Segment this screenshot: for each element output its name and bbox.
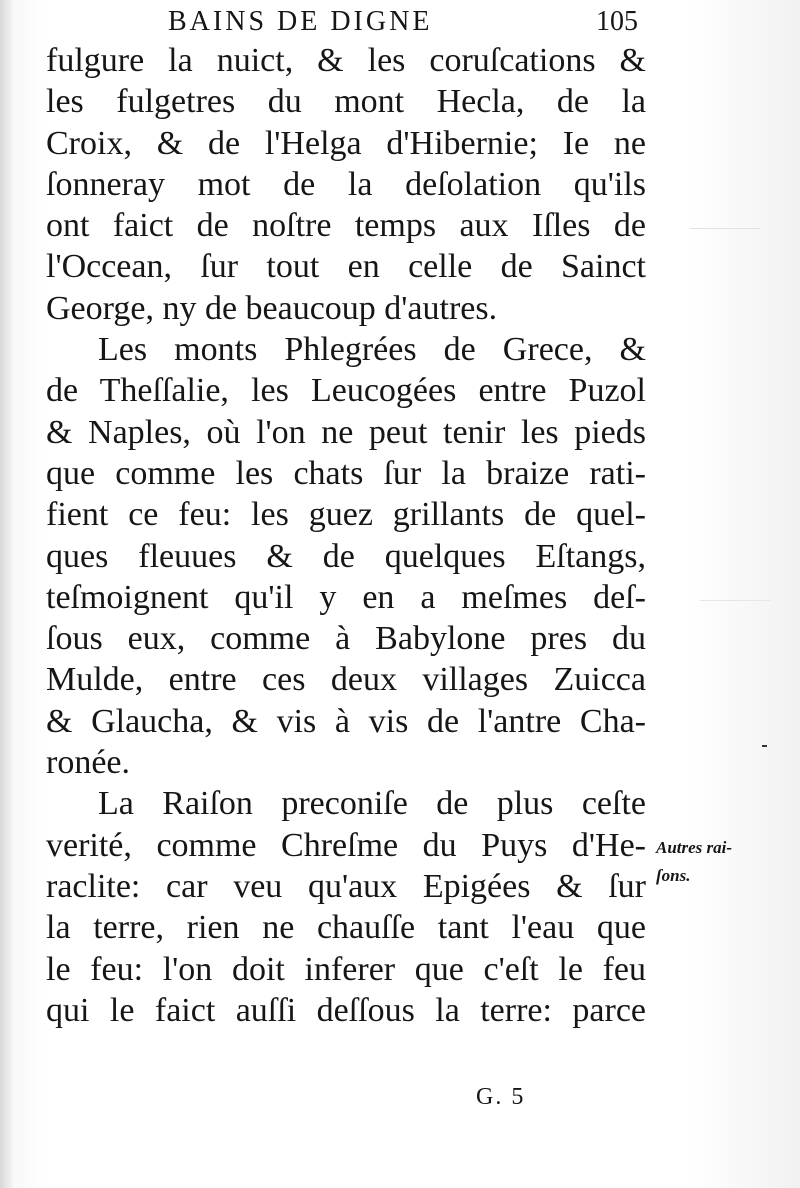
running-title: BAINS DE DIGNE [168, 6, 433, 37]
text-line: verité, comme Chreſme du Puys d'He- [46, 826, 646, 864]
text-line: fulgure la nuict, & les coruſcations & [46, 42, 646, 79]
text-line: George, ny de beaucoup d'autres. [46, 289, 498, 327]
text-line: & Naples, où l'on ne peut tenir les pieds [46, 413, 646, 451]
text-line: ronée. [46, 744, 131, 782]
text-line: les fulgetres du mont Hecla, de la [46, 83, 646, 121]
marginal-note-line: ſons. [656, 866, 691, 885]
text-line: la terre, rien ne chauſſe tant l'eau que [46, 909, 646, 947]
text-line: La Raiſon preconiſe de plus ceſte [98, 785, 646, 823]
marginal-note-line: Autres rai- [656, 838, 733, 857]
text-line: Les monts Phlegrées de Grece, & [98, 331, 646, 369]
marginal-note [656, 834, 732, 890]
bleed-through-mark [700, 600, 770, 651]
body-text [46, 40, 646, 1031]
page-header [168, 4, 638, 40]
margin-mark [762, 745, 767, 747]
text-line: fient ce feu: les guez grillants de quel- [46, 496, 646, 534]
text-line: & Glaucha, & vis à vis de l'antre Cha- [46, 702, 646, 740]
text-line: qui le faict auſſi deſſous la terre: parce [46, 991, 646, 1029]
text-line: ques fleuues & de quelques Eſtangs, [46, 537, 646, 575]
text-line: le feu: l'on doit inferer que c'eſt le feu [46, 950, 646, 988]
text-line: ſonneray mot de la deſolation qu'ils [46, 165, 646, 203]
text-line: l'Occean, ſur tout en celle de Sainct [46, 248, 646, 286]
text-line: Mulde, entre ces deux villages Zuicca [46, 661, 646, 699]
text-line: ont faict de noſtre temps aux Iſles de [46, 207, 646, 245]
bleed-through-mark [690, 228, 760, 269]
page-number: 105 [596, 6, 638, 37]
text-line: teſmoignent qu'il y en a meſmes deſ- [46, 578, 646, 616]
text-line: ſous eux, comme à Babylone pres du [46, 620, 646, 658]
text-line: que comme les chats ſur la braize rati- [46, 454, 646, 492]
text-line: Croix, & de l'Helga d'Hibernie; Ie ne [46, 124, 646, 162]
signature-mark: G. 5 [476, 1084, 526, 1110]
text-line: de Theſſalie, les Leucogées entre Puzol [46, 372, 646, 410]
page-gutter-shadow [0, 0, 14, 1188]
text-line: raclite: car veu qu'aux Epigées & ſur [46, 867, 646, 905]
